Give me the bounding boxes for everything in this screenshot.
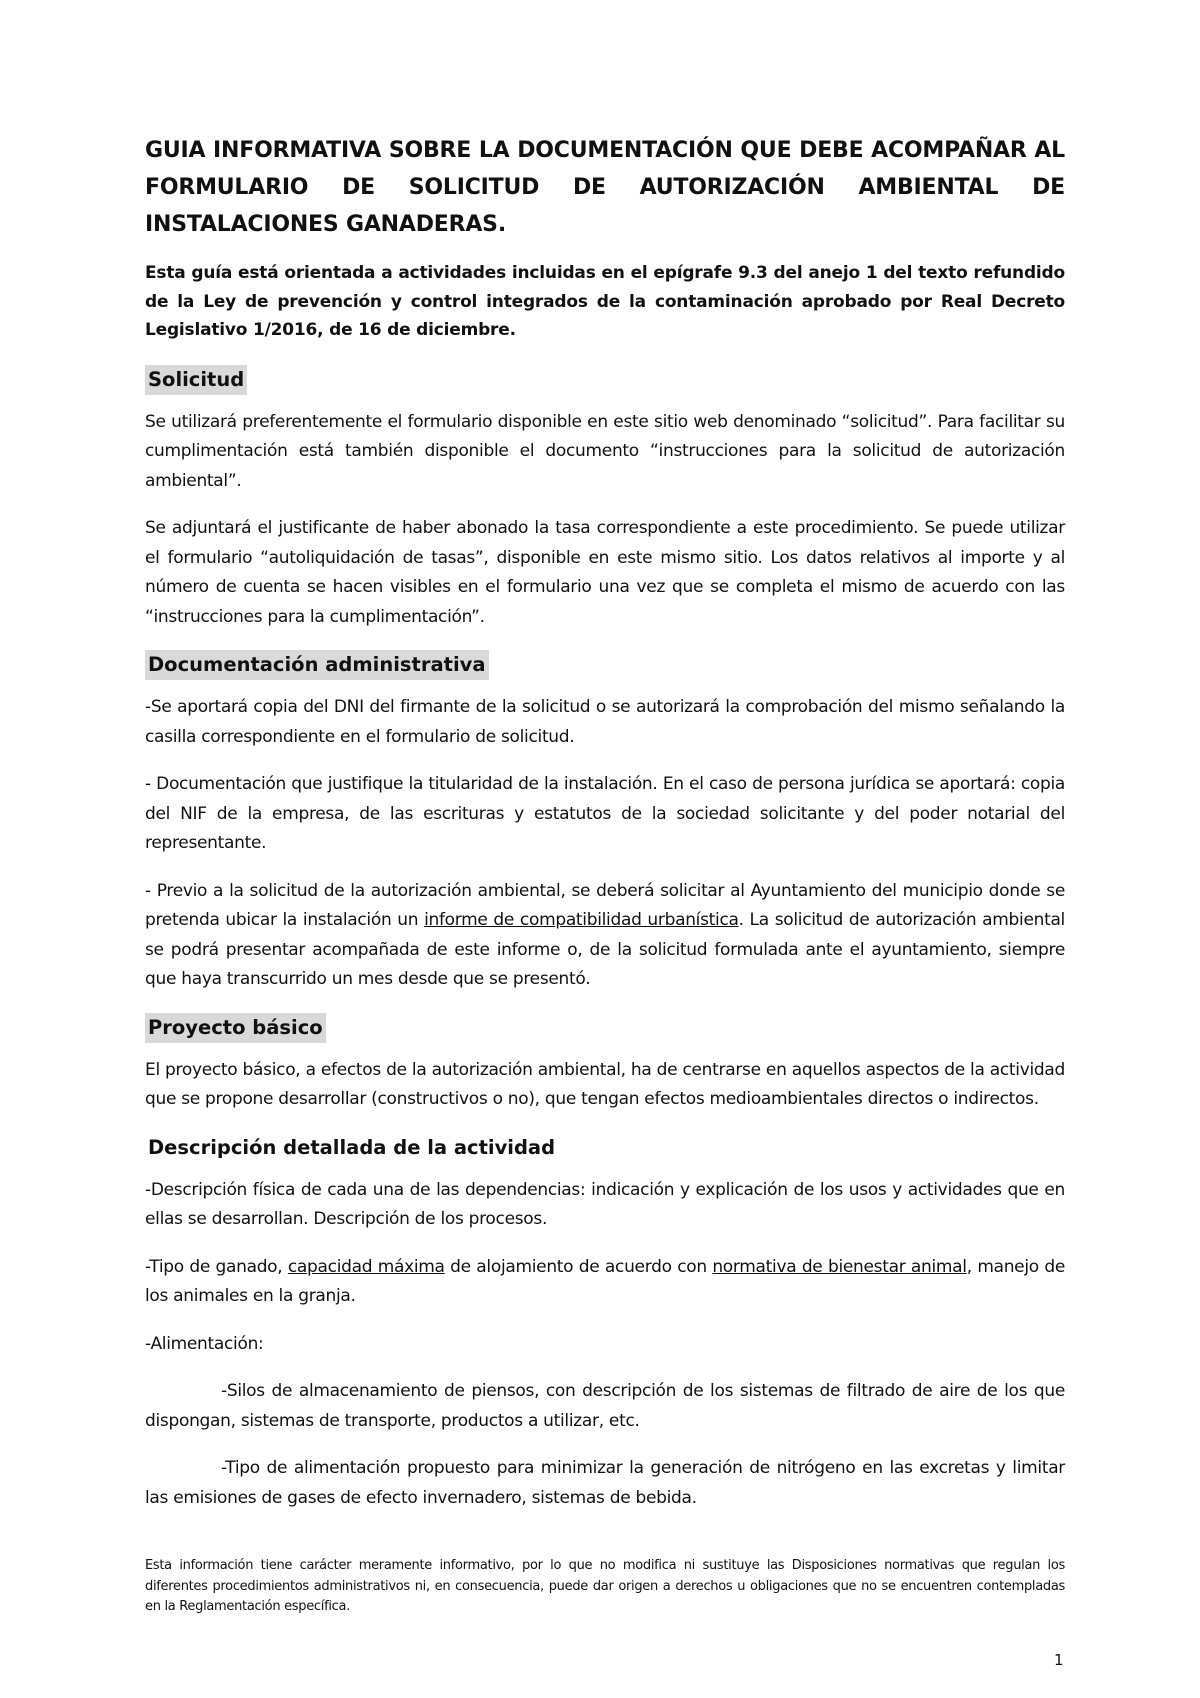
- section-heading-proyecto-basico: Proyecto básico: [145, 1013, 326, 1043]
- text-run: de alojamiento de acuerdo con: [444, 1256, 713, 1277]
- section-descripcion-actividad: [145, 1133, 1065, 1163]
- paragraph: - Documentación que justifique la titularidad de la instalación. En el caso de persona jurídica se aportará: copia del NIF de la empresa, de las escrituras y estatutos de la sociedad solicitante y del poder notarial del representante.: [145, 774, 1065, 853]
- section-proyecto-basico: [145, 1013, 1065, 1043]
- underlined-term-informe-compatibilidad: informe de compatibilidad urbanística: [424, 910, 739, 930]
- underlined-term-capacidad-maxima: capacidad máxima: [287, 1256, 445, 1277]
- paragraph: El proyecto básico, a efectos de la autorización ambiental, ha de centrarse en aquellos aspectos de la actividad que se propone desarrollar (constructivos o no), que tengan efectos medioambientales directos o indirectos.: [145, 1059, 1065, 1109]
- paragraph: [145, 1253, 1065, 1312]
- section-solicitud: [145, 365, 1065, 395]
- section-heading-solicitud: Solicitud: [145, 365, 247, 395]
- paragraph: [145, 877, 1065, 995]
- underlined-term-normativa-bienestar: normativa de bienestar animal: [712, 1256, 967, 1277]
- section-documentacion-administrativa: [145, 650, 1065, 680]
- paragraph: -Descripción física de cada una de las dependencias: indicación y explicación de los usos y actividades que en ellas se desarrollan. Descripción de los procesos.: [145, 1179, 1065, 1229]
- text-run: -Tipo de ganado,: [145, 1256, 288, 1277]
- paragraph-indented: -Silos de almacenamiento de piensos, con descripción de los sistemas de filtrado de aire de los que dispongan, sistemas de transporte, productos a utilizar, etc.: [145, 1381, 1065, 1431]
- document-body: [145, 132, 1065, 1531]
- document-title: GUIA INFORMATIVA SOBRE LA DOCUMENTACIÓN QUE DEBE ACOMPAÑAR AL FORMULARIO DE SOLICITUD DE AUTORIZACIÓN AMBIENTAL DE INSTALACIONES GANADERAS.: [145, 138, 1065, 237]
- text-run: - Previo a la solicitud de la autorización ambiental, se deberá solicitar al Ayuntamiento del municipio donde se pretenda ubicar la instalación un: [145, 880, 1065, 930]
- text-run: . La solicitud de autorización ambiental se podrá presentar acompañada de este informe o, de la solicitud formulada ante el ayuntamiento, siempre que haya transcurrido un mes desde que se presentó.: [145, 910, 1065, 989]
- paragraph: Se adjuntará el justificante de haber abonado la tasa correspondiente a este procedimiento. Se puede utilizar el formulario “autoliquidación de tasas”, disponible en este mismo sitio. Los datos relativos al importe y al número de cuenta se hacen visibles en el formulario una vez que se completa el mismo de acuerdo con las “instrucciones para la cumplimentación”.: [145, 518, 1065, 627]
- paragraph: Se utilizará preferentemente el formulario disponible en este sitio web denominado “solicitud”. Para facilitar su cumplimentación está también disponible el documento “instrucciones para la solicitud de autorización ambiental”.: [145, 411, 1065, 491]
- paragraph: -Alimentación:: [145, 1333, 264, 1354]
- section-heading-descripcion-actividad: Descripción detallada de la actividad: [148, 1135, 556, 1159]
- footer-disclaimer: Esta información tiene carácter meramente informativo, por lo que no modifica ni sustituye las Disposiciones normativas que regulan los diferentes procedimientos administrativos ni, en consecuencia, puede dar origen a derechos u obligaciones que no se encuentren contempladas en la Reglamentación específica.: [145, 1558, 1065, 1614]
- paragraph-indented: -Tipo de alimentación propuesto para minimizar la generación de nitrógeno en las excretas y limitar las emisiones de gases de efecto invernadero, sistemas de bebida.: [145, 1458, 1065, 1508]
- page-number: 1: [1054, 1651, 1064, 1669]
- paragraph: -Se aportará copia del DNI del firmante de la solicitud o se autorizará la comprobación del mismo señalando la casilla correspondiente en el formulario de solicitud.: [145, 697, 1065, 747]
- document-intro: Esta guía está orientada a actividades incluidas en el epígrafe 9.3 del anejo 1 del texto refundido de la Ley de prevención y control integrados de la contaminación aprobado por Real Decreto Legislativo 1/2016, de 16 de diciembre.: [145, 263, 1065, 340]
- text-run: , manejo de los animales en la granja.: [145, 1256, 1065, 1306]
- section-heading-documentacion-administrativa: Documentación administrativa: [145, 650, 489, 680]
